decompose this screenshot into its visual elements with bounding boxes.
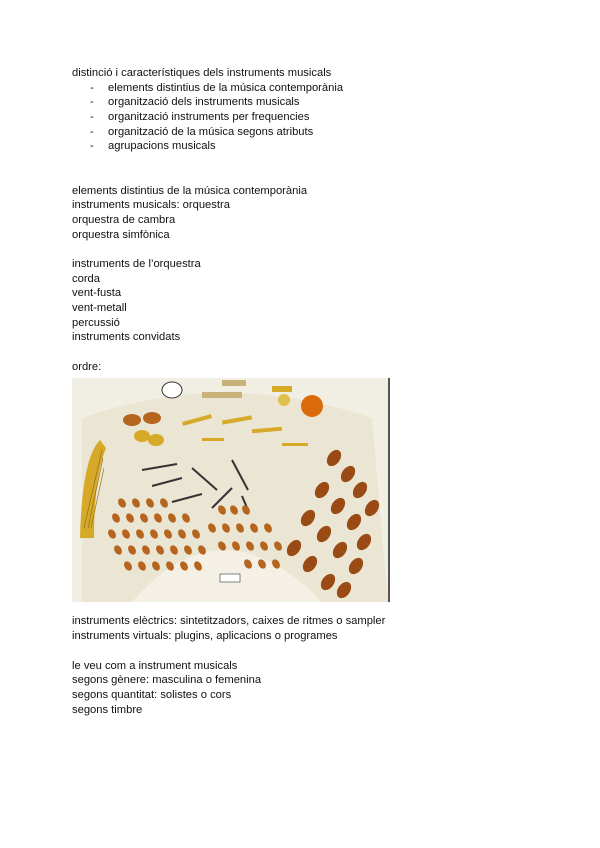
intro-list: [72, 81, 542, 154]
text-line: instruments musicals: orquestra: [72, 199, 230, 212]
dash-marker: -: [90, 125, 94, 138]
section-voice: [72, 659, 542, 718]
list-item: - organització de la música segons atributs: [90, 125, 314, 138]
text-line: instruments elèctrics: sintetitzadors, caixes de ritmes o sampler: [72, 615, 386, 628]
dash-marker: -: [90, 81, 94, 94]
text-line: instruments virtuals: plugins, aplicacions o programes: [72, 630, 338, 643]
list-item: - organització instruments per frequencies: [90, 111, 310, 124]
dash-marker: -: [90, 96, 94, 109]
dash-marker: -: [90, 111, 94, 124]
text-line: elements distintius de la música contemporània: [72, 184, 308, 197]
section-music-elements: [72, 184, 542, 243]
orchestra-illustration: [72, 378, 388, 602]
figure-caption: ordre:: [72, 360, 102, 373]
text-line: vent-fusta: [72, 287, 122, 300]
list-item: - agrupacions musicals: [90, 140, 216, 153]
text-line: instruments convidats: [72, 331, 181, 344]
text-line: segons timbre: [72, 703, 143, 716]
text-line: instruments de l’orquestra: [72, 257, 201, 270]
section-orchestra-instruments: [72, 257, 542, 345]
text-line: le veu com a instrument musicals: [72, 659, 238, 672]
list-item: - organització dels instruments musicals: [90, 96, 300, 109]
text-line: orquestra de cambra: [72, 213, 176, 226]
text-line: corda: [72, 272, 100, 285]
document-page: [72, 66, 542, 717]
orchestra-layout-image: [72, 378, 390, 602]
list-item: - elements distintius de la música contemporània: [90, 81, 344, 94]
section-electric-instruments: [72, 614, 542, 643]
text-line: orquestra simfònica: [72, 228, 170, 241]
text-line: segons gènere: masculina o femenina: [72, 674, 262, 687]
text-line: percussió: [72, 316, 120, 329]
dash-marker: -: [90, 140, 94, 153]
conductor-podium: [220, 574, 240, 582]
intro-heading: distinció i característiques dels instruments musicals: [72, 67, 332, 79]
text-line: segons quantitat: solistes o cors: [72, 688, 232, 701]
text-line: vent-metall: [72, 302, 127, 315]
